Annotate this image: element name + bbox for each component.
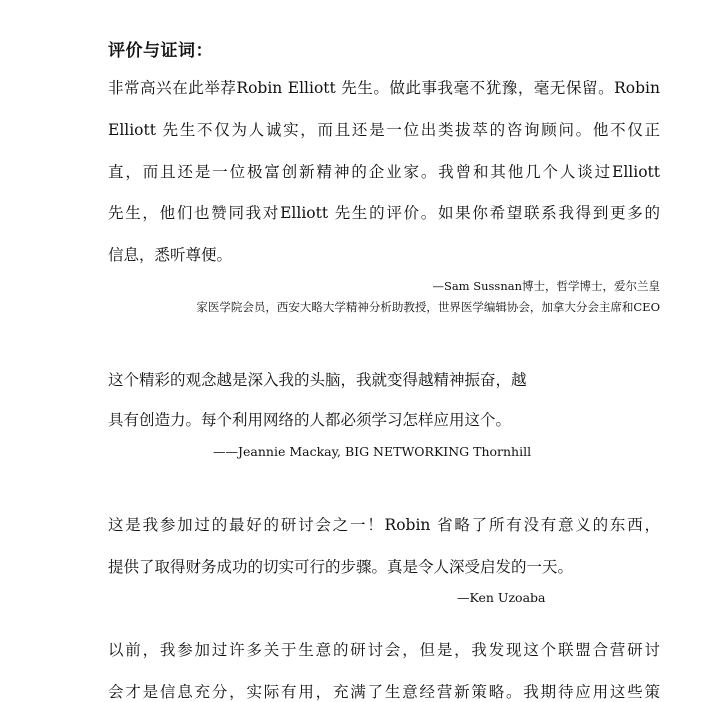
testimonial-1-line-4: 先生，他们也赞同我对Elliott 先生的评价。如果你希望联系我得到更多的 bbox=[108, 204, 660, 222]
testimonial-1-attribution-line-2: 家医学院会员，西安大略大学精神分析助教授，世界医学编辑协会，加拿大分会主席和CEO bbox=[196, 300, 660, 314]
testimonial-3-line-2: 提供了取得财务成功的切实可行的步骤。真是令人深受启发的一天。 bbox=[108, 558, 574, 576]
testimonial-1-line-1: 非常高兴在此举荐Robin Elliott 先生。做此事我毫不犹豫，毫无保留。Robin bbox=[108, 79, 660, 97]
testimonial-3-attribution: —Ken Uzoaba bbox=[457, 590, 546, 605]
testimonial-1-line-3: 直，而且还是一位极富创新精神的企业家。我曾和其他几个人谈过Elliott bbox=[108, 163, 660, 181]
testimonial-1-line-2: Elliott 先生不仅为人诚实，而且还是一位出类拔萃的咨询顾问。他不仅正 bbox=[108, 121, 660, 139]
testimonial-2-line-1: 这个精彩的观念越是深入我的头脑，我就变得越精神振奋，越 bbox=[108, 371, 527, 389]
testimonial-4-line-2: 会才是信息充分，实际有用，充满了生意经营新策略。我期待应用这些策 bbox=[108, 683, 660, 701]
testimonial-2-line-2: 具有创造力。每个利用网络的人都必须学习怎样应用这个。 bbox=[108, 411, 512, 429]
testimonial-1-line-5: 信息，悉听尊便。 bbox=[108, 246, 233, 264]
section-heading: 评价与证词： bbox=[108, 41, 213, 61]
testimonial-3-line-1: 这是我参加过的最好的研讨会之一！Robin 省略了所有没有意义的东西， bbox=[108, 516, 660, 534]
testimonial-1-attribution-line-1: —Sam Sussnan博士，哲学博士，爱尔兰皇 bbox=[432, 279, 660, 293]
testimonial-4-line-1: 以前，我参加过许多关于生意的研讨会，但是，我发现这个联盟合营研讨 bbox=[108, 641, 660, 659]
testimonial-2-attribution: ——Jeannie Mackay, BIG NETWORKING Thornhill bbox=[213, 444, 532, 459]
